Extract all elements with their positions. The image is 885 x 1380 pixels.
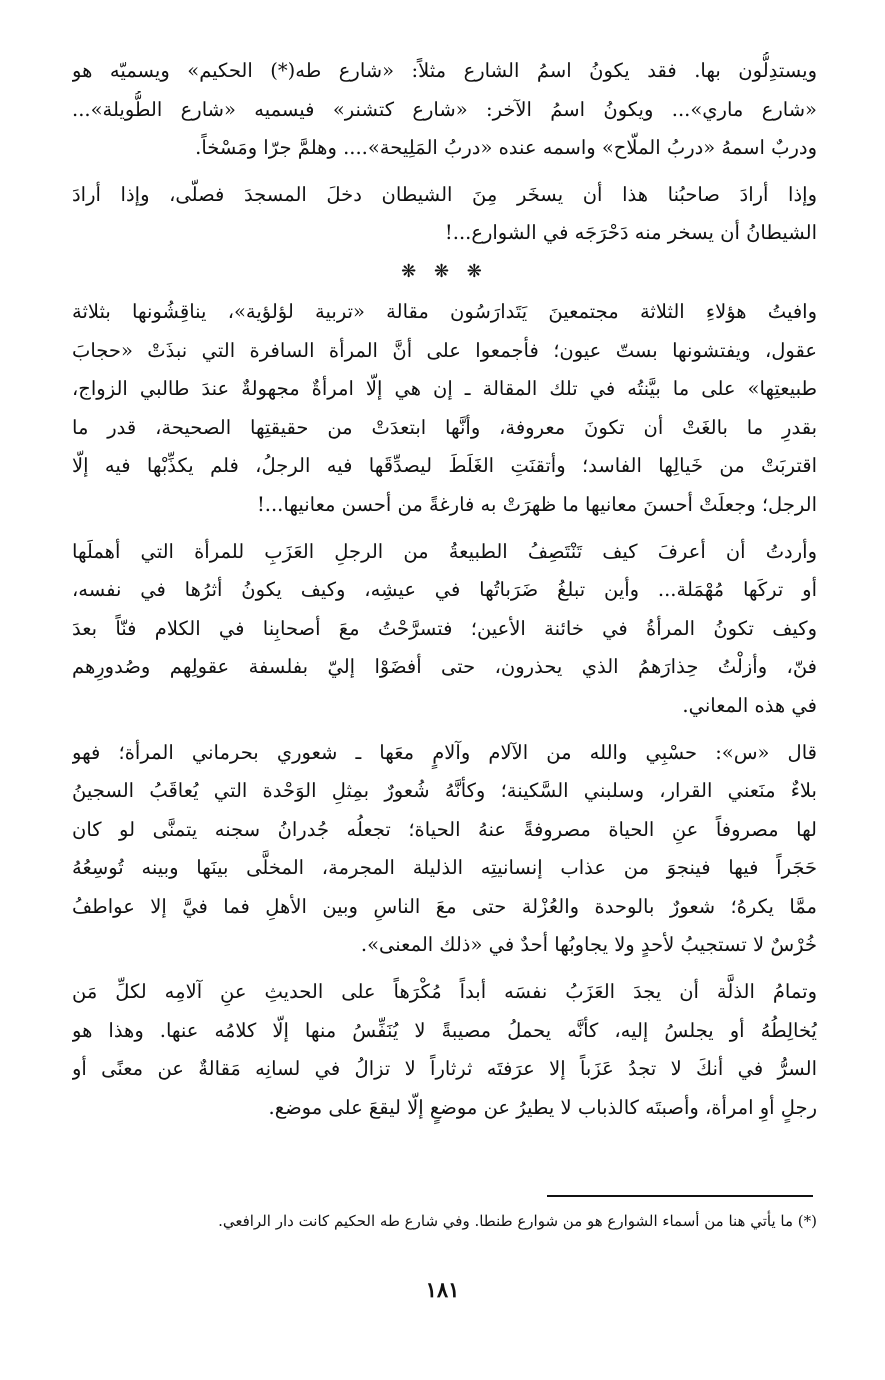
paragraph-6: [72, 973, 817, 1127]
text-line: ويستدِلُّون بها. فقد يكونُ اسمُ الشارع مثلاً: «شارع طه(*) الحكيم» ويسميّه هو: [72, 59, 817, 82]
page-number: ١٨١: [425, 1277, 460, 1302]
text-line: قال «س»: حسْبِي والله من الآلام وآلامٍ معَها ـ شعوري بحرماني المرأة؛ فهو: [72, 740, 817, 764]
paragraph-3: [72, 293, 817, 525]
text-line: رجلٍ أوِ امرأة، وأصبتَه كالذباب لا يطيرُ عن موضعٍ إلّا ليقعَ على موضع.: [268, 1095, 817, 1119]
paragraph-2: [72, 176, 817, 253]
text-line: حَجَراً فيها فينجوَ من عذاب إنسانيتِه الذليلة المجرمة، المخلَّى بينَها وبينه تُوسِعُهُ: [72, 856, 817, 880]
text-line: بلاءٌ منَعني القرار، وسلبني السَّكينة؛ وكأنَّهُ شُعورٌ بمِثلِ الوَحْدة التي يُعاقَبُ السجينُ: [72, 779, 817, 803]
text-line: بقدرِ ما بالغَتْ أن تكونَ معروفة، وأنَّها ابتعدَتْ من حقيقتِها الصحيحة، قدر ما: [72, 415, 817, 439]
text-line: ممَّا يكرهُ؛ شعورٌ بالوحدة والعُزْلة حتى معَ الناسِ وبين الأهلِ فما فيَّ إلا عواطفُ: [72, 894, 817, 918]
text-line: وكيف تكونُ المرأةُ في خائنة الأعين؛ فتسرَّحْتُ معَ أصحابِنا في الكلام فنّاً بعدَ: [72, 616, 817, 640]
footnote: (*) ما يأتي هنا من أسماء الشوارع هو من شوارع طنطا. وفي شارع طه الحكيم كانت دار الرافعي.: [218, 1212, 817, 1230]
footnote-divider: [547, 1195, 813, 1197]
text-line: ودربٌ اسمهُ «دربُ الملّاح» واسمه عنده «دربُ المَلِيحة».... وهلمَّ جرّا ومَسْخاً.: [195, 136, 817, 160]
paragraph-5: [72, 734, 817, 966]
text-line: اقتربَتْ من خَيالِها الفاسد؛ وأتقنَتِ الغَلَطَ ليصدِّقَها فيه الرجلُ، فلم يكذِّبْها فيه إلّا: [72, 454, 817, 478]
text-line: لها مصروفاً عنِ الحياة مصروفةً عنهُ الحياة؛ تجعلُه جُدرانُ سجنه يتمنَّى لو كان: [72, 817, 817, 841]
text-line: طبيعتِها» على ما بيَّنتُه في تلك المقالة ـ إن هي إلّا امرأةٌ مجهولةٌ عندَ طالبي الزواج،: [72, 377, 817, 401]
text-line: في هذه المعاني.: [682, 693, 817, 717]
text-line: السرُّ في أنكَ لا تجدُ عَزَباً إلا عرَفتَه ثرثاراً لا تزالُ في لسانِه مَقالةٌ عن معنًى أو: [72, 1057, 817, 1081]
text-line: وإذا أرادَ صاحبُنا هذا أن يسخَر مِنَ الشيطان دخلَ المسجدَ فصلّى، وإذا أرادَ: [72, 182, 817, 206]
text-line: خُرْسٌ لا تستجيبُ لأحدٍ ولا يجاوبُها أحدٌ في «ذلك المعنى».: [360, 933, 817, 957]
text-line: فنّ، وأزلْتُ حِذارَهمُ الذي يحذرون، حتى أفضَوْا إليّ بفلسفة عقولِهم وصُدورِهم: [72, 655, 817, 679]
text-line: وأردتُ أن أعرفَ كيف تَنْتَصِفُ الطبيعةُ من الرجلِ العَزَبِ للمرأة التي أهملَها: [72, 539, 817, 563]
text-line: أو تركَها مُهْمَلة... وأين تبلغُ ضَرَباتُها في عيشِه، وكيف يكونُ أثرُها في نفسه،: [72, 578, 817, 602]
section-separator: ❋ ❋ ❋: [401, 260, 488, 282]
text-line: وتمامُ الذلَّة أن يجدَ العَزَبُ نفسَه أبداً مُكْرَهاً على الحديثِ عنِ آلامِه لكلِّ مَن: [72, 980, 817, 1004]
text-line: الرجل؛ وجعلَتْ أحسنَ معانيها ما ظهرَتْ به فارغةً من أحسن معانيها...!: [256, 492, 817, 516]
text-line: عقول، ويفتشونها بستّ عيون؛ فأجمعوا على أنَّ المرأة السافرة التي نبذَتْ «حجابَ: [72, 338, 817, 362]
page-body: [72, 52, 817, 1127]
text-line: «شارع ماري»... ويكونُ اسمُ الآخر: «شارع كتشنر» فيسميه «شارع الطُّويلة»...: [72, 97, 817, 121]
text-line: الشيطانُ أن يسخر منه دَحْرَجَه في الشوارع...!: [444, 221, 817, 245]
text-line: وافيتُ هؤلاءِ الثلاثة مجتمعينَ يَتَدارَسُون مقالة «تربية لؤلؤية»، يناقِشُونها بثلاثة: [72, 299, 817, 323]
text-line: يُخالِطُهُ أو يجلسُ إليه، كأنَّه يحملُ مصيبةً لا يُنَفِّسُ منها إلّا كلامُه عنها. وهذا هو: [72, 1018, 817, 1042]
paragraph-1: [72, 52, 817, 168]
paragraph-4: [72, 533, 817, 726]
